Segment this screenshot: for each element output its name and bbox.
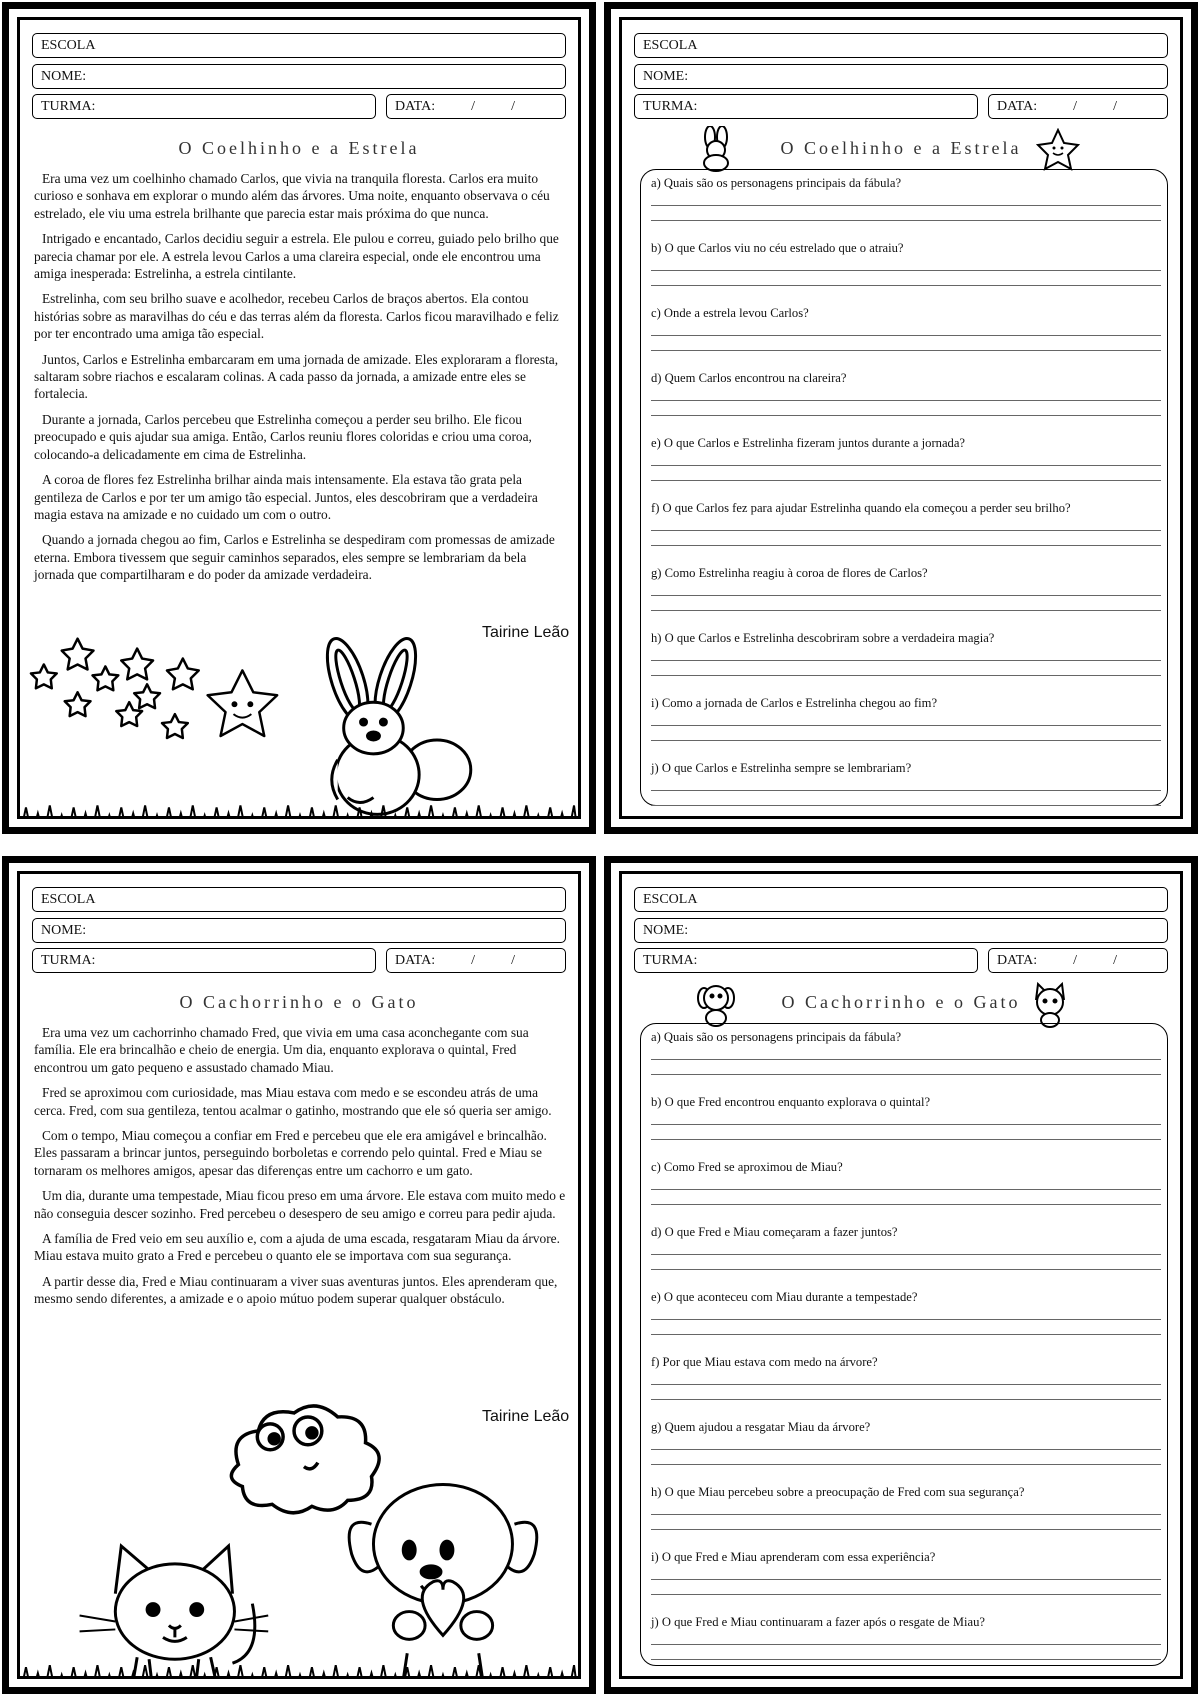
sheet-frame <box>17 871 581 1679</box>
story-text <box>34 170 568 592</box>
story-title: O Cachorrinho e o Gato <box>179 992 419 1012</box>
answer-line[interactable] <box>651 256 1161 271</box>
sheet-frame <box>619 871 1183 1679</box>
question-text: c) Onde a estrela levou Carlos? <box>651 306 809 320</box>
answer-line[interactable] <box>651 776 1161 791</box>
date-slash: / <box>1073 953 1078 968</box>
question-item <box>651 430 1161 490</box>
story-text <box>34 1024 568 1316</box>
answer-line[interactable] <box>651 1175 1161 1190</box>
grass-border <box>20 805 578 819</box>
question-text: e) O que Carlos e Estrelinha fizeram juntos durante a jornada? <box>651 436 966 450</box>
answer-line[interactable] <box>651 516 1161 531</box>
turma-field[interactable] <box>32 948 376 973</box>
question-text: j) O que Carlos e Estrelinha sempre se lembrariam? <box>651 761 912 775</box>
question-text: e) O que aconteceu com Miau durante a tempestade? <box>651 1290 918 1304</box>
turma-field[interactable] <box>634 94 978 119</box>
turma-label: TURMA: <box>41 953 96 968</box>
answer-line[interactable] <box>651 1190 1161 1205</box>
rabbit-icon <box>319 634 471 814</box>
story-title: O Coelhinho e a Estrela <box>780 138 1022 158</box>
question-item <box>651 495 1161 555</box>
story-paragraph: Durante a jornada, Carlos percebeu que Estrelinha começou a perder seu brilho. Ele ficou preocupado e quis ajudar sua amiga. Então, Carlos reuniu flores coloridas e criou uma coroa, colocando-a delicadamente em cima de Estrelinha. <box>34 411 532 462</box>
escola-field[interactable] <box>32 887 566 912</box>
question-item <box>651 1349 1161 1409</box>
answer-line[interactable] <box>651 726 1161 741</box>
answer-line[interactable] <box>651 661 1161 676</box>
story-paragraph: Estrelinha, com seu brilho suave e acolhedor, recebeu Carlos de braços abertos. Ela contou histórias sobre as maravilhas do céu e das terras além da floresta. Carlos ficou maravilhado e feliz por ter encontrado uma amiga tão especial. <box>34 291 559 342</box>
escola-label: ESCOLA <box>41 892 96 907</box>
nome-field[interactable] <box>634 64 1168 89</box>
nome-field[interactable] <box>32 64 566 89</box>
question-item <box>651 1414 1161 1474</box>
nome-field[interactable] <box>634 918 1168 943</box>
date-slash: / <box>1113 99 1118 114</box>
question-item <box>651 1089 1161 1149</box>
question-item <box>651 300 1161 360</box>
answer-line[interactable] <box>651 321 1161 336</box>
question-item <box>651 1154 1161 1214</box>
question-text: d) O que Fred e Miau começaram a fazer juntos? <box>651 1225 898 1239</box>
rabbit-stars-illustration <box>20 630 578 819</box>
star-icon <box>62 639 94 670</box>
star-icon <box>167 659 199 690</box>
data-label: DATA: <box>997 953 1038 968</box>
question-item <box>651 690 1161 750</box>
answer-line[interactable] <box>651 1580 1161 1595</box>
answer-line[interactable] <box>651 1110 1161 1125</box>
turma-label: TURMA: <box>643 953 698 968</box>
dog-cat-cloud-illustration <box>20 1404 578 1679</box>
date-slash: / <box>471 953 476 968</box>
data-field[interactable] <box>386 948 566 973</box>
star-icon <box>31 664 57 688</box>
story-paragraph: Fred se aproximou com curiosidade, mas Miau estava com medo e se escondeu atrás de uma cerca. Fred, com sua gentileza, tentou acalmar o gatinho, mostrando que ele só queria ser amigo. <box>34 1085 552 1118</box>
story-paragraph: Com o tempo, Miau começou a confiar em Fred e percebeu que ele era amigável e brincalhão. Eles passaram a brincar juntos, perseguindo borboletas e correndo pelo quintal. Fred e Miau se tornaram os melhores amigos, apesar das diferenças entre um cachorro e um gato. <box>34 1128 547 1178</box>
turma-field[interactable] <box>32 94 376 119</box>
nome-field[interactable] <box>32 918 566 943</box>
answer-line[interactable] <box>651 1125 1161 1140</box>
question-item <box>651 1284 1161 1344</box>
answer-line[interactable] <box>651 1385 1161 1400</box>
questions-box <box>640 169 1168 806</box>
question-text: a) Quais são os personagens principais da fábula? <box>651 1030 902 1044</box>
answer-line[interactable] <box>651 1320 1161 1335</box>
question-text: i) Como a jornada de Carlos e Estrelinha chegou ao fim? <box>651 696 938 710</box>
story-paragraph: Era uma vez um cachorrinho chamado Fred, que vivia em uma casa aconchegante com sua família. Ele era brincalhão e cheio de energia. Um dia, enquanto explorava o quintal, Fred encontrou um gato pequeno e assustado chamado Miau. <box>34 1025 529 1075</box>
escola-label: ESCOLA <box>643 38 698 53</box>
escola-field[interactable] <box>634 887 1168 912</box>
answer-line[interactable] <box>651 1645 1161 1660</box>
answer-line[interactable] <box>651 581 1161 596</box>
answer-line[interactable] <box>651 1565 1161 1580</box>
answer-line[interactable] <box>651 1060 1161 1075</box>
escola-field[interactable] <box>32 33 566 58</box>
question-text: i) O que Fred e Miau aprenderam com essa experiência? <box>651 1550 936 1564</box>
answer-line[interactable] <box>651 1305 1161 1320</box>
date-slash: / <box>511 953 516 968</box>
question-text: h) O que Miau percebeu sobre a preocupação de Fred com sua segurança? <box>651 1485 1025 1499</box>
cat-icon <box>1028 980 1072 1028</box>
answer-line[interactable] <box>651 206 1161 221</box>
escola-label: ESCOLA <box>41 38 96 53</box>
story-paragraph: Intrigado e encantado, Carlos decidiu seguir a estrela. Ele pulou e correu, guiado pelo brilho que parecia chamar por ele. A estrela levou Carlos a uma clareira especial, onde ele encontrou uma amiga inesperada: Estrelinha, a estrela cintilante. <box>34 231 559 282</box>
question-text: b) O que Carlos viu no céu estrelado que o atraiu? <box>651 241 904 255</box>
story-paragraph: Um dia, durante uma tempestade, Miau ficou preso em uma árvore. Ele estava com muito medo e não conseguia descer sozinho. Fred percebeu o desespero de seu amigo e correu para pedir ajuda. <box>34 1188 566 1221</box>
story-paragraph: Quando a jornada chegou ao fim, Carlos e Estrelinha se despediram com promessas de amizade eterna. Embora tivessem que seguir caminhos separados, eles sempre se lembrariam da bela jornada que compartilharam e do poder da amizade verdadeira. <box>34 532 555 583</box>
data-field[interactable] <box>988 948 1168 973</box>
data-field[interactable] <box>386 94 566 119</box>
star-icon <box>162 714 188 738</box>
data-label: DATA: <box>395 953 436 968</box>
question-text: c) Como Fred se aproximou de Miau? <box>651 1160 843 1174</box>
story-title: O Coelhinho e a Estrela <box>178 138 420 158</box>
answer-line[interactable] <box>651 1500 1161 1515</box>
answer-line[interactable] <box>651 531 1161 546</box>
star-icon <box>65 692 91 716</box>
cat-icon <box>80 1546 269 1679</box>
story-paragraph: Era uma vez um coelhinho chamado Carlos, que vivia na tranquila floresta. Carlos era muito curioso e sonhava em explorar o mundo além das árvores. Uma noite, enquanto observava o céu estrelado, ele viu uma estrela brilhante que parecia estar mais próxima do que nunca. <box>34 171 550 221</box>
question-text: a) Quais são os personagens principais da fábula? <box>651 176 902 190</box>
answer-line[interactable] <box>651 1370 1161 1385</box>
question-item <box>651 1609 1161 1669</box>
answer-line[interactable] <box>651 386 1161 401</box>
question-text: g) Quem ajudou a resgatar Miau da árvore? <box>651 1420 871 1434</box>
cloud-face-icon <box>231 1406 379 1513</box>
question-text: j) O que Fred e Miau continuaram a fazer após o resgate de Miau? <box>651 1615 985 1629</box>
question-item <box>651 1544 1161 1604</box>
turma-label: TURMA: <box>41 99 96 114</box>
story-paragraph: A família de Fred veio em seu auxílio e, com a ajuda de uma escada, resgataram Miau da árvore. Miau estava muito grato a Fred e percebeu o quanto ele se importava com sua segurança. <box>34 1231 560 1264</box>
worksheet-story-coelhinho <box>2 2 596 834</box>
answer-line[interactable] <box>651 1255 1161 1270</box>
turma-field[interactable] <box>634 948 978 973</box>
heart-icon <box>422 1581 464 1636</box>
star-icon <box>134 684 160 708</box>
question-text: b) O que Fred encontrou enquanto explorava o quintal? <box>651 1095 931 1109</box>
nome-label: NOME: <box>41 69 87 84</box>
question-item <box>651 560 1161 620</box>
escola-label: ESCOLA <box>643 892 698 907</box>
story-paragraph: A coroa de flores fez Estrelinha brilhar ainda mais intensamente. Ela estava tão grata pela gentileza de Carlos e por ter um amigo tão especial. Juntos, eles descobriram que a verdadeira magia estava na amizade e no cuidado um com o outro. <box>34 472 538 522</box>
grass-border <box>20 1665 578 1679</box>
story-paragraph: Juntos, Carlos e Estrelinha embarcaram em uma jornada de amizade. Eles exploraram a floresta, saltaram sobre riachos e escalaram colinas. A cada passo da jornada, a amizade entre eles se fortalecia. <box>34 351 559 402</box>
answer-line[interactable] <box>651 646 1161 661</box>
answer-line[interactable] <box>651 1435 1161 1450</box>
answer-line[interactable] <box>651 711 1161 726</box>
question-item <box>651 365 1161 425</box>
sheet-frame <box>619 17 1183 819</box>
answer-line[interactable] <box>651 1450 1161 1465</box>
worksheet-questions-cachorrinho <box>604 856 1198 1694</box>
worksheet-story-cachorrinho <box>2 856 596 1694</box>
question-item <box>651 1219 1161 1279</box>
sheet-frame <box>17 17 581 819</box>
answer-line[interactable] <box>651 1240 1161 1255</box>
answer-line[interactable] <box>651 466 1161 481</box>
smiling-star-icon <box>208 670 278 736</box>
answer-line[interactable] <box>651 451 1161 466</box>
worksheet-questions-coelhinho <box>604 2 1198 834</box>
star-icon <box>121 649 153 680</box>
date-slash: / <box>511 99 516 114</box>
turma-label: TURMA: <box>643 99 698 114</box>
answer-line[interactable] <box>651 596 1161 611</box>
data-label: DATA: <box>395 99 436 114</box>
answer-line[interactable] <box>651 1515 1161 1530</box>
questions-box <box>640 1023 1168 1666</box>
date-slash: / <box>1113 953 1118 968</box>
star-icon <box>92 666 118 690</box>
question-text: d) Quem Carlos encontrou na clareira? <box>651 371 847 385</box>
answer-line[interactable] <box>651 791 1161 806</box>
answer-line[interactable] <box>651 401 1161 416</box>
nome-label: NOME: <box>643 69 689 84</box>
question-item <box>651 755 1161 815</box>
date-slash: / <box>1073 99 1078 114</box>
question-item <box>651 625 1161 685</box>
question-item <box>651 235 1161 295</box>
answer-line[interactable] <box>651 191 1161 206</box>
nome-label: NOME: <box>643 923 689 938</box>
dog-icon <box>349 1484 537 1679</box>
question-text: f) O que Carlos fez para ajudar Estrelinha quando ela começou a perder seu brilho? <box>651 501 1071 515</box>
story-paragraph: A partir desse dia, Fred e Miau continuaram a viver suas aventuras juntos. Eles aprenderam que, mesmo sendo diferentes, a amizade e o apoio mútuo podem superar qualquer obstáculo. <box>34 1273 558 1307</box>
question-text: h) O que Carlos e Estrelinha descobriram sobre a verdadeira magia? <box>651 631 995 645</box>
answer-line[interactable] <box>651 336 1161 351</box>
question-text: f) Por que Miau estava com medo na árvore? <box>651 1355 878 1369</box>
date-slash: / <box>471 99 476 114</box>
smiling-star-icon <box>1034 128 1082 172</box>
escola-field[interactable] <box>634 33 1168 58</box>
question-item <box>651 170 1161 230</box>
data-field[interactable] <box>988 94 1168 119</box>
answer-line[interactable] <box>651 1630 1161 1645</box>
question-text: g) Como Estrelinha reagiu à coroa de flores de Carlos? <box>651 566 928 580</box>
author-credit: Tairine Leão <box>482 1408 570 1425</box>
author-credit: Tairine Leão <box>482 624 570 641</box>
story-title: O Cachorrinho e o Gato <box>781 992 1021 1012</box>
question-item <box>651 1024 1161 1084</box>
answer-line[interactable] <box>651 271 1161 286</box>
answer-line[interactable] <box>651 1045 1161 1060</box>
data-label: DATA: <box>997 99 1038 114</box>
nome-label: NOME: <box>41 923 87 938</box>
question-item <box>651 1479 1161 1539</box>
